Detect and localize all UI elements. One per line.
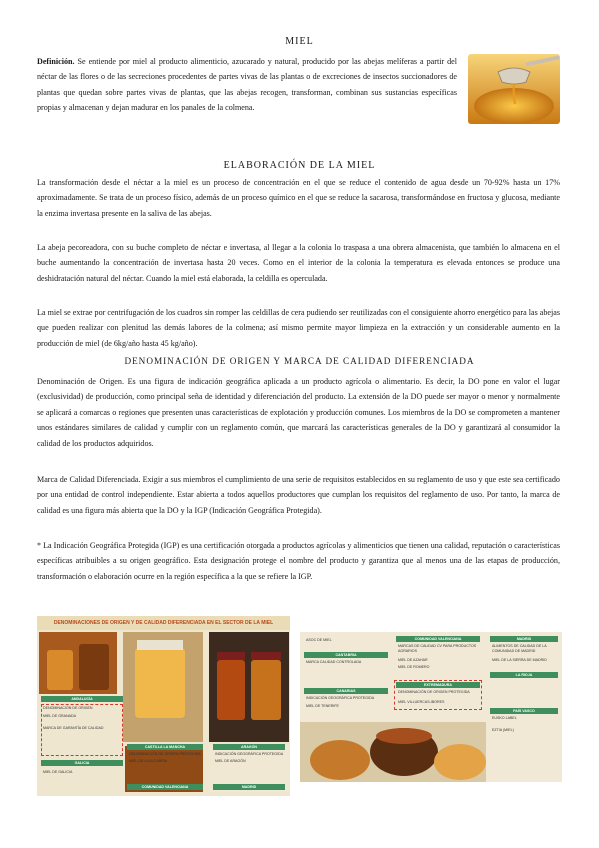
poster2-label-acm: ALIMENTOS DE CALIDAD DE LA COMUNIDAD DE MADRID <box>492 644 547 653</box>
mcd-label: Marca de Calidad Diferenciada. <box>37 475 141 484</box>
mcd-text: Exigir a sus miembros el cumplimiento de una serie de requisitos establecidos en su reglamento de uso y que este sea certificado por una entidad de control independiente. Estar abierta a todos aquellos productores que cumplan los requisitos del reglamento de uso. Por tanto, la marca de calidad es una figura más abierta que la DO y la IGP (Indicación Geográfica Protegida). <box>37 475 560 515</box>
poster1-label-granada: MIEL DE GRANADA <box>43 714 77 718</box>
poster2-label-asoc: ASOC DE MIEL <box>306 638 332 642</box>
poster2-jars-photo <box>300 722 486 782</box>
poster1-label-miel-galicia: MIEL DE GALICIA <box>43 770 73 774</box>
poster2-label-rioja: LA RIOJA <box>490 672 558 678</box>
poster1-label-dop: DENOMINACIÓN DE ORIGEN PROTEGIDA <box>129 752 201 756</box>
poster1-header: DENOMINACIONES DE ORIGEN Y DE CALIDAD DIFERENCIADA EN EL SECTOR DE LA MIEL <box>37 616 290 630</box>
paragraph-extraccion: La miel se extrae por centrifugación de los cuadros sin romper las celdillas de cera pudiendo ser reutilizadas con el consiguiente ahorro energético para las abejas que pueden realizar con plenitud las demás labores de la colmena; así mismo permite mayor limpieza en la extracción y un considerable aumento en la producción de miel (de 6kg/año hasta 45 kg/año). <box>37 308 560 348</box>
poster2-label-sierra: MIEL DE LA SIERRA DE MADRID <box>492 658 547 662</box>
poster2-label-villuercas: MIEL VILLUERCAS-IBORES <box>398 700 445 704</box>
poster1-label-andalucia: ANDALUCÍA <box>41 696 123 702</box>
definition-label: Definición. <box>37 57 75 66</box>
poster1-label-madrid: MADRID <box>213 784 285 790</box>
poster1-label-igp: INDICACIÓN GEOGRÁFICA PROTEGIDA <box>215 752 284 756</box>
poster2-label-azahar: MIEL DE AZAHAR <box>398 658 428 662</box>
poster2-label-extremadura: EXTREMADURA <box>396 682 480 688</box>
poster2-label-eusko: EUSKO LABEL <box>492 716 517 720</box>
poster2-label-cantabria: CANTABRIA <box>304 652 388 658</box>
poster1-label-clm: CASTILLA LA MANCHA <box>127 744 203 750</box>
heading-denominacion: DENOMINACIÓN DE ORIGEN Y MARCA DE CALIDAD DIFERENCIADA <box>124 356 475 366</box>
poster1-label-aragon: ARAGÓN <box>213 744 285 750</box>
poster2-label-madrid: MADRID <box>490 636 558 642</box>
do-paragraph <box>37 374 560 451</box>
poster2-label-canarias: CANARIAS <box>304 688 388 694</box>
poster2-label-cv: COMUNIDAD VALENCIANA <box>396 636 480 642</box>
honey-spoon-photo <box>468 54 560 124</box>
paragraph-transformacion: La transformación desde el néctar a la miel es un proceso de concentración en el que se reduce el contenido de agua desde un 70-92% hasta un 17% aproximadamente. Se trata de un proceso físico, además de un proceso químico en el que se reduce la sacarosa, transformándose en fructosa y glucosa, mediante la enzima invertasa presente en la saliva de las abejas. <box>37 178 560 218</box>
poster1-label-mgc: MARCA DE GARANTÍA DE CALIDAD <box>43 726 104 730</box>
poster-denominaciones-1 <box>37 616 290 796</box>
poster-denominaciones-2 <box>300 632 562 782</box>
poster2-label-igp: INDICACIÓN GEOGRÁFICA PROTEGIDA <box>306 696 375 700</box>
poster1-label-cv: COMUNIDAD VALENCIANA <box>127 784 203 790</box>
poster2-label-marcas-cv: MARCAS DE CALIDAD CV PARA PRODUCTOS AGRARIOS <box>398 644 477 653</box>
poster1-label-galicia: GALICIA <box>41 760 123 766</box>
poster1-label-miel-aragon: MIEL DE ARAGÓN <box>215 759 246 763</box>
definition-paragraph <box>37 54 457 116</box>
paragraph-abeja: La abeja pecoreadora, con su buche completo de néctar e invertasa, al llegar a la colonia lo traspasa a una obrera almacenista, que también lo almacena en el buche aumentando la concentración de invertasa hasta 20 veces. Como en el interior de la colonia la temperatura es elevada entonces se produce una deshidratación natural del néctar. Cuando la miel está elaborada, la celdilla es operculada. <box>37 243 560 283</box>
poster2-label-romero: MIEL DE ROMERO <box>398 665 430 669</box>
poster1-label-alcarria: MIEL DE LA ALCARRIA <box>129 759 168 763</box>
igp-paragraph: * La Indicación Geográfica Protegida (IGP) es una certificación otorgada a productos agrícolas y alimenticios que tienen una calidad, reputación o características específicas atribuibles a su origen geográfico. Esta designación protege el nombre del producto y garantiza que al menos una de las etapas de producción, transformación o elaboración ocurre en la región específica a la que se refiere la IGP. <box>37 541 560 581</box>
do-label: Denominación de Origen. <box>37 377 124 386</box>
do-text: Es una figura de indicación geográfica aplicada a un producto agrícola o alimentario. Es decir, la DO pone en valor el lugar (exclusividad) de producción, como principal seña de identidad y diferenciación del producto. La extensión de la DO puede ser mayor o menor y normalmente se aplicará a comarcas o regiones que presenten unas características de explotación y producción comunes. Los miembros de la DO se comprometen a mantener unos estándares similares de calidad y cumplir con un reglamento común, que marcará las características generales de la DO y garantizará al consumidor la calidad de los productos adquiridos. <box>37 377 560 448</box>
poster2-label-pais-vasco: PAÍS VASCO <box>490 708 558 714</box>
poster2-label-dop: DENOMINACIÓN DE ORIGEN PROTEGIDA <box>398 690 470 694</box>
definition-text: Se entiende por miel al producto alimenticio, azucarado y natural, producido por las abejas melíferas a partir del néctar de las flores o de las secreciones procedentes de partes vivas de las plantas o de excreciones de insectos succionadores de plantas que quedan sobre partes vivas de plantas, que las abejas recogen, transforman, combinan sus sustancias específicas propias y almacenan y dejan madurar en los panales de la colmena. <box>37 57 457 113</box>
poster2-label-eztia: EZTIA (MIEL) <box>492 728 514 732</box>
heading-miel: MIEL <box>285 36 314 47</box>
heading-elaboracion: ELABORACIÓN DE LA MIEL <box>223 160 376 171</box>
poster2-label-mcc: MARCA CALIDAD CONTROLADA <box>306 660 362 664</box>
poster1-label-do: DENOMINACIÓN DE ORIGEN <box>43 706 93 710</box>
poster2-label-tenerife: MIEL DE TENERIFE <box>306 704 339 708</box>
mcd-paragraph <box>37 472 560 518</box>
